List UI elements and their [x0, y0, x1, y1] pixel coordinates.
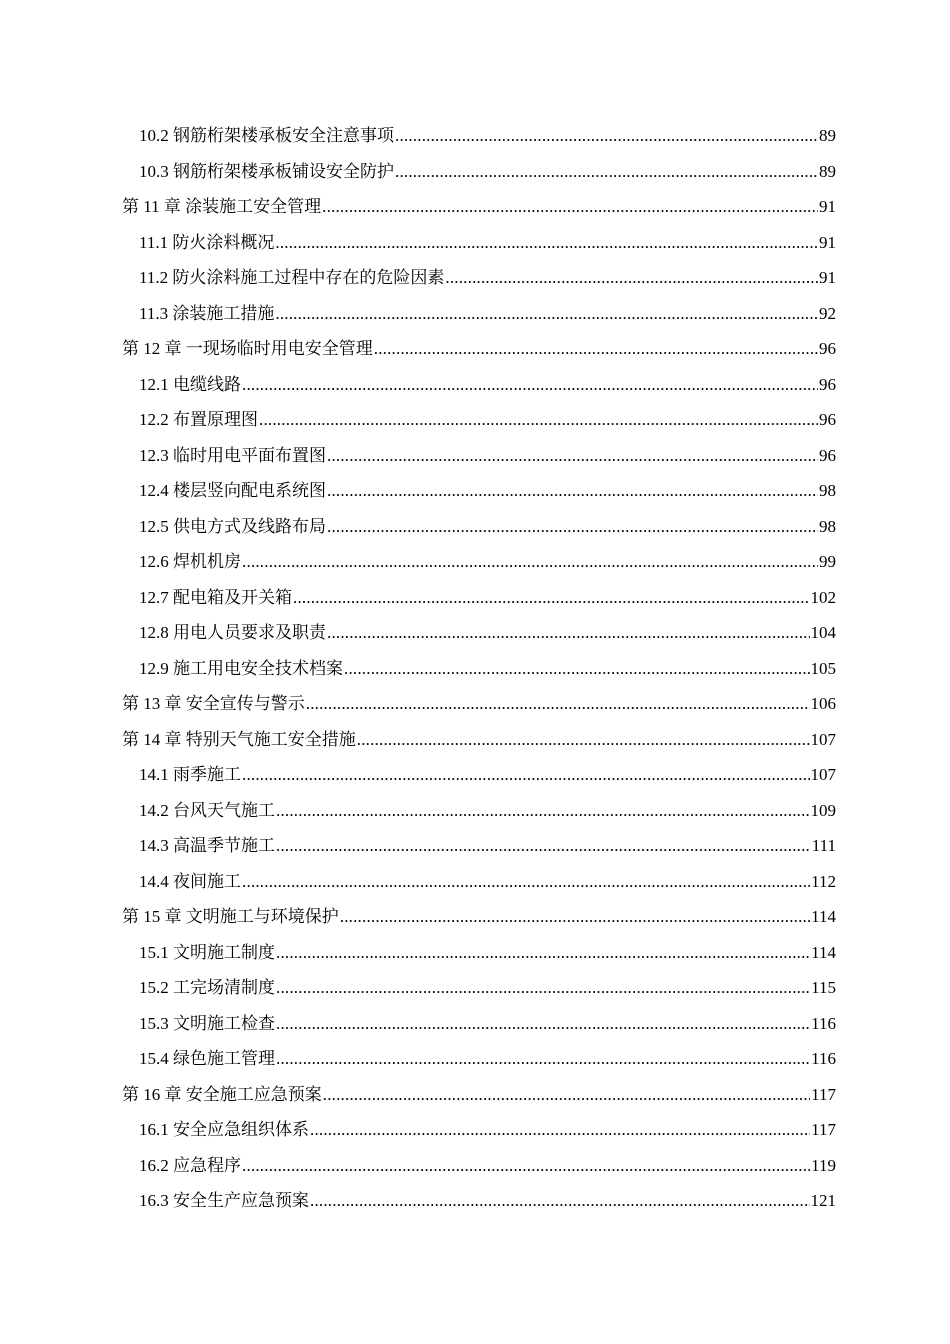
- toc-section-entry[interactable]: [0, 544, 950, 580]
- toc-entry-label: 12.9 施工用电安全技术档案: [139, 658, 343, 678]
- toc-chapter-entry[interactable]: [0, 189, 950, 225]
- toc-entry-label: 第 12 章 一现场临时用电安全管理: [122, 339, 373, 358]
- toc-page-number: 117: [811, 1120, 836, 1139]
- toc-section-entry[interactable]: [0, 793, 950, 829]
- toc-dot-leader: [242, 864, 810, 900]
- toc-entry-label: 12.6 焊机机房: [139, 552, 241, 571]
- toc-page-number: 104: [810, 623, 836, 642]
- toc-section-entry[interactable]: [0, 260, 950, 296]
- toc-section-entry[interactable]: [0, 935, 950, 971]
- toc-dot-leader: [322, 189, 818, 225]
- toc-page-number: 98: [819, 481, 836, 500]
- toc-dot-leader: [344, 651, 810, 687]
- toc-page-number: 105: [810, 658, 836, 678]
- toc-entry-label: 10.3 钢筋桁架楼承板铺设安全防护: [139, 161, 394, 181]
- toc-section-entry[interactable]: [0, 1183, 950, 1219]
- toc-entry-label: 10.2 钢筋桁架楼承板安全注意事项: [139, 126, 394, 145]
- toc-page-number: 91: [819, 197, 836, 216]
- toc-section-entry[interactable]: [0, 580, 950, 616]
- toc-entry-label: 12.4 楼层竖向配电系统图: [139, 481, 326, 500]
- toc-entry-label: 12.1 电缆线路: [139, 374, 241, 394]
- toc-entry-label: 16.2 应急程序: [139, 1155, 241, 1175]
- toc-dot-leader: [327, 438, 818, 474]
- toc-entry-label: 12.2 布置原理图: [139, 410, 258, 429]
- toc-dot-leader: [275, 225, 818, 261]
- toc-dot-leader: [275, 296, 818, 332]
- toc-page-number: 98: [819, 516, 836, 536]
- toc-section-entry[interactable]: [0, 509, 950, 545]
- toc-section-entry[interactable]: [0, 118, 950, 154]
- toc-entry-label: 第 16 章 安全施工应急预案: [122, 1084, 322, 1104]
- toc-dot-leader: [357, 722, 810, 758]
- toc-dot-leader: [310, 1183, 810, 1219]
- toc-chapter-entry[interactable]: [0, 899, 950, 935]
- toc-dot-leader: [276, 1041, 810, 1077]
- toc-entry-label: 15.3 文明施工检查: [139, 1013, 275, 1033]
- toc-page-number: 109: [810, 800, 836, 820]
- toc-dot-leader: [242, 367, 818, 403]
- toc-dot-leader: [242, 757, 810, 793]
- toc-entry-label: 14.4 夜间施工: [139, 871, 241, 891]
- toc-dot-leader: [310, 1112, 810, 1148]
- toc-entry-label: 12.8 用电人员要求及职责: [139, 623, 326, 642]
- toc-page-number: 96: [819, 339, 836, 358]
- toc-dot-leader: [327, 509, 818, 545]
- toc-page-number: 96: [819, 410, 836, 429]
- toc-section-entry[interactable]: [0, 864, 950, 900]
- toc-section-entry[interactable]: [0, 1006, 950, 1042]
- toc-page-number: 111: [811, 836, 836, 855]
- toc-page-number: 96: [819, 445, 836, 465]
- toc-entry-label: 第 13 章 安全宣传与警示: [122, 694, 305, 713]
- toc-entry-label: 14.2 台风天气施工: [139, 800, 275, 820]
- toc-page-number: 91: [819, 268, 836, 287]
- toc-page-number: 107: [810, 765, 836, 784]
- toc-dot-leader: [323, 1077, 810, 1113]
- toc-dot-leader: [276, 828, 811, 864]
- toc-section-entry[interactable]: [0, 438, 950, 474]
- toc-section-entry[interactable]: [0, 225, 950, 261]
- toc-dot-leader: [276, 970, 810, 1006]
- toc-page-number: 121: [810, 1191, 836, 1210]
- toc-entry-label: 第 14 章 特别天气施工安全措施: [122, 729, 356, 749]
- toc-section-entry[interactable]: [0, 615, 950, 651]
- toc-page-number: 89: [819, 126, 836, 145]
- toc-page-number: 102: [810, 587, 836, 607]
- toc-dot-leader: [242, 1148, 810, 1184]
- toc-section-entry[interactable]: [0, 154, 950, 190]
- toc-section-entry[interactable]: [0, 970, 950, 1006]
- toc-section-entry[interactable]: [0, 296, 950, 332]
- toc-entry-label: 12.7 配电箱及开关箱: [139, 587, 292, 607]
- toc-dot-leader: [276, 793, 810, 829]
- toc-page-number: 89: [819, 161, 836, 181]
- toc-entry-label: 第 15 章 文明施工与环境保护: [122, 907, 339, 926]
- toc-entry-label: 12.3 临时用电平面布置图: [139, 445, 326, 465]
- toc-page-number: 119: [811, 1155, 836, 1175]
- toc-page-number: 99: [819, 552, 836, 571]
- toc-dot-leader: [395, 154, 818, 190]
- toc-page-number: 117: [811, 1084, 836, 1104]
- toc-entry-label: 15.2 工完场清制度: [139, 978, 275, 997]
- toc-section-entry[interactable]: [0, 1112, 950, 1148]
- toc-page-number: 115: [811, 978, 836, 997]
- toc-dot-leader: [276, 1006, 810, 1042]
- toc-section-entry[interactable]: [0, 402, 950, 438]
- toc-entry-label: 15.1 文明施工制度: [139, 942, 275, 962]
- toc-section-entry[interactable]: [0, 828, 950, 864]
- toc-entry-label: 11.3 涂装施工措施: [139, 303, 275, 323]
- toc-entry-label: 11.2 防火涂料施工过程中存在的危险因素: [139, 268, 445, 287]
- toc-dot-leader: [306, 686, 810, 722]
- toc-entry-label: 14.3 高温季节施工: [139, 836, 275, 855]
- toc-dot-leader: [395, 118, 818, 154]
- toc-section-entry[interactable]: [0, 1041, 950, 1077]
- toc-entry-label: 16.1 安全应急组织体系: [139, 1120, 309, 1139]
- toc-page-number: 114: [811, 907, 836, 926]
- toc-entry-label: 15.4 绿色施工管理: [139, 1049, 275, 1068]
- toc-page-number: 92: [819, 303, 836, 323]
- toc-page-number: 112: [811, 871, 836, 891]
- toc-entry-label: 第 11 章 涂装施工安全管理: [122, 197, 322, 216]
- toc-entry-label: 14.1 雨季施工: [139, 765, 241, 784]
- toc-section-entry[interactable]: [0, 367, 950, 403]
- toc-entry-label: 12.5 供电方式及线路布局: [139, 516, 326, 536]
- toc-dot-leader: [374, 331, 818, 367]
- toc-chapter-entry[interactable]: [0, 686, 950, 722]
- table-of-contents: [0, 118, 950, 1219]
- toc-page-number: 106: [810, 694, 836, 713]
- toc-chapter-entry[interactable]: [0, 1077, 950, 1113]
- toc-dot-leader: [276, 935, 810, 971]
- toc-section-entry[interactable]: [0, 1148, 950, 1184]
- toc-page-number: 91: [819, 232, 836, 252]
- toc-dot-leader: [242, 544, 818, 580]
- toc-section-entry[interactable]: [0, 473, 950, 509]
- toc-dot-leader: [259, 402, 818, 438]
- toc-page-number: 114: [811, 942, 836, 962]
- toc-dot-leader: [445, 260, 818, 296]
- toc-dot-leader: [340, 899, 810, 935]
- toc-dot-leader: [327, 473, 818, 509]
- toc-page-number: 96: [819, 374, 836, 394]
- toc-page-number: 116: [811, 1013, 836, 1033]
- toc-dot-leader: [327, 615, 810, 651]
- toc-chapter-entry[interactable]: [0, 722, 950, 758]
- toc-chapter-entry[interactable]: [0, 331, 950, 367]
- toc-section-entry[interactable]: [0, 651, 950, 687]
- toc-entry-label: 11.1 防火涂料概况: [139, 232, 275, 252]
- toc-entry-label: 16.3 安全生产应急预案: [139, 1191, 309, 1210]
- toc-section-entry[interactable]: [0, 757, 950, 793]
- toc-page-number: 107: [810, 729, 836, 749]
- toc-dot-leader: [293, 580, 810, 616]
- toc-page-number: 116: [811, 1049, 836, 1068]
